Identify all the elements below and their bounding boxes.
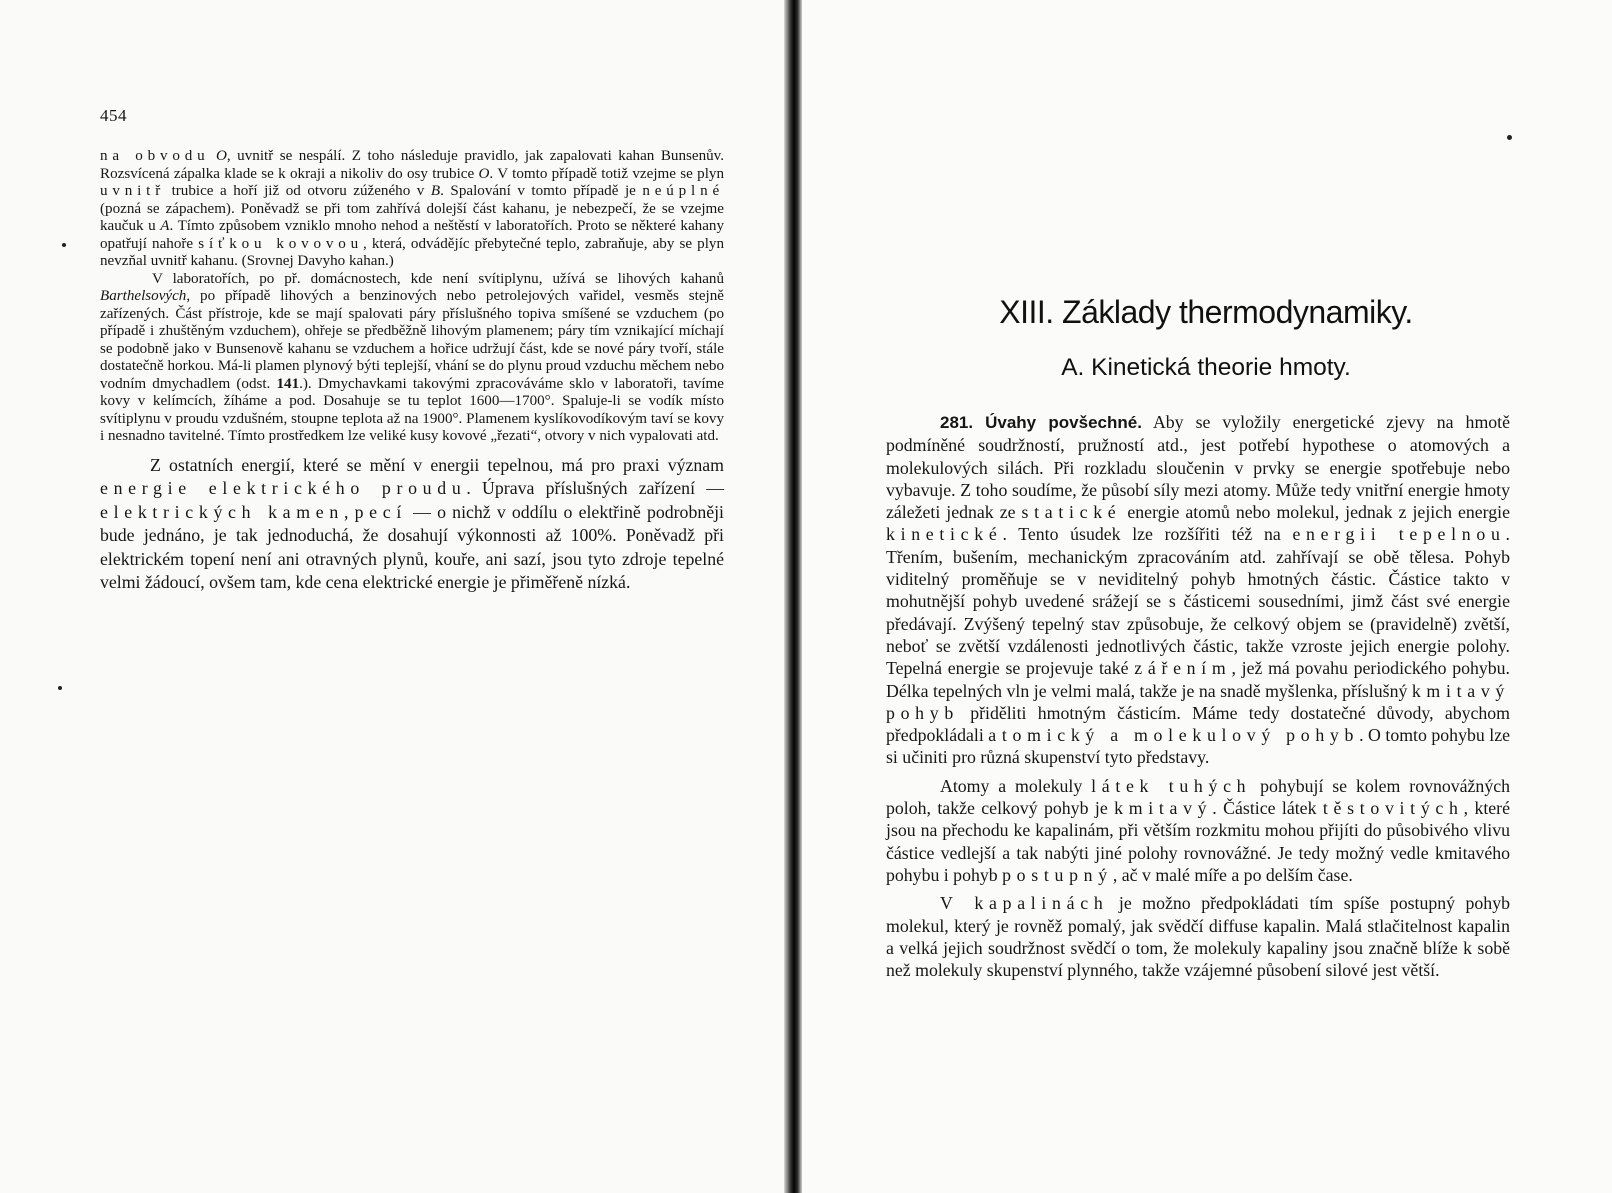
text-run: energii tepelnou [1292,524,1506,545]
text-run: O [216,148,227,164]
text-run: , [343,501,355,522]
text-run: . Částice látek [1212,798,1323,819]
chapter-title: XIII. Základy thermodynamiky. [999,294,1413,330]
book-gutter [784,0,802,1193]
text-run: . Tento úsudek lze rozšířiti též na [1002,524,1293,545]
text-run: . Spalování v tomto případě je [440,183,643,199]
text-run: energie atomů nebo molekul, jednak z jejich energie [1121,502,1510,523]
text-run: . Úprava příslušných zařízení — [466,478,724,499]
text-run: , po případě lihových a benzinových nebo petrolejových vařidel, vesměs stejně zařízených. Část přístroje, kde se mají spalovati páry příslušného topiva smíšené se vzduchem (po případě i zhuštěným vzduchem), ohřeje se předběžně lihovým plamenem; páry tím vznikající míchají se podobně jako v Bunsenově kahanu se vzduchem a hořice udržují část, kde se nové páry tvoří, stále dostatečně horkou. Má-li plamen plynový býti teplejší, vhání se do plynu proud vzduchu měchem nebo vodním dmychadlem (odst. [100,288,724,392]
text-run: kinetické [886,524,1003,545]
text-run: — o nichž v oddílu o elektřině podrobněji bude jednáno, je tak jednoduchá, že dosahují výkonnosti až 100%. Poněvadž při elektrickém topení není ani otravných plynů, kouře, ani sazí, jsou tyto zdroje tepelné velmi žádoucí, ovšem tam, kde cena elektrické energie je přiměřeně nízká. [100,501,725,593]
text-run: statické [1021,502,1122,523]
text-run: . O tomto pohybu lze si učiniti pro různá skupenství tyto představy. [886,725,1510,768]
text-run: .). Dmychavkami takovými zpracováváme sklo v laboratoři, tavíme kovy v kelímcích, žíháme a pod. Dosahuje se tu teplot 1600—1700°. Spaluje-li se vodík místo svítiplynu v proudu vzdušném, stoupne teplota až na 1900°. Plamenem kyslíkovodíkovým taví se kovy i nesnadno tavitelné. Tímto prostředkem lze veliké kusy kovové „řezati“, otvory v nich vypalovati atd. [100,375,724,444]
text-run: pohybují se kolem rovnovážných poloh, takže celkový pohyb je [886,775,1510,819]
text-run: energie elektrického proudu [100,478,467,499]
right-paragraph-1-text [886,412,1510,767]
text-run: Z ostatních energií, které se mění v energii tepelnou, má pro praxi význam [150,454,724,475]
text-run: . V tomto případě totiž vzejme se plyn [489,165,724,182]
text-run: látek tuhých [1091,775,1252,796]
text-run: uvnitř [100,183,166,199]
right-paragraph-1 [886,411,1510,769]
text-run: trubice a hoří již od otvoru zúženého v [165,183,431,199]
right-page-body [886,411,1510,981]
text-run: , ač v malé míře a po delším čase. [1112,864,1353,885]
text-run: na obvodu [100,148,210,164]
text-run: síťkou kovovou [198,235,363,252]
text-run: , jež má povahu periodického pohybu. Délka tepelných vln je velmi malá, takže je na snadě myšlenka, příslušný [886,658,1510,701]
text-run: V laboratořích, po př. domácnostech, kde není svítiplynu, užívá se lihových kahanů [152,270,724,287]
text-run: zářením [1134,658,1232,679]
text-run: , která, odvádějíc přebytečné teplo, zabraňuje, aby se plyn nevzňal uvnitř kahanu. (Srovnej Davyho kahan.) [100,235,725,269]
text-run: V kapalinách [940,893,1109,914]
text-run: A [160,218,170,234]
text-run: . Třením, bušením, mechanickým zpracováním atd. zahřívají se obě tělesa. Pohyb viditelný proměňuje se v neviditelný pohyb hmotných částic. Částice takto v mohutnější pohyb uvedené srážejí se s částicemi sousedními, jimž část své energie předávají. Zvýšený tepelný stav způsobuje, že celkový objem se (pravidelně) zvětší, neboť se zvětší vzdálenosti jednotlivých částic, takže vzroste jejich energie polohy. Tepelná energie se projevuje také [886,524,1510,679]
text-run: atomický a molekulový pohyb [988,725,1360,746]
text-run: , které jsou na přechodu ke kapalinám, při větším rozkmitu mohou přijíti do působivého vlivu částice vedlejší a tak nabýti jiné polohy rovnovážné. Je tedy možný vedle kmitavého pohybu i pohyb [886,798,1510,885]
section-number: 281. [940,413,974,432]
right-paragraph-3 [886,892,1510,981]
text-run: elektrických kamen [100,501,344,522]
text-run: přiděliti hmotným částicím. Máme tedy dostatečné důvody, abychom předpokládali [886,702,1510,746]
text-run: těstovitých [1322,798,1464,819]
text-run: postupný [1002,864,1113,885]
left-paragraph-3 [100,454,724,596]
text-run: je možno předpokládati tím spíše postupný pohyb molekul, který je rovněž pomalý, jak svědčí diffuse kapalin. Malá stlačitelnost kapalin a velká jejich soudržnost svědčí o tom, že molekuly kapaliny jsou značně blíže k sobě než molekuly skupenství plynného, takže vzájemné působení silové jest větší. [886,893,1510,981]
left-paragraph-1 [100,148,724,271]
text-run: pecí [354,501,407,522]
text-run: Aby se vyložily energetické zjevy na hmotě podmíněné soudržností, pružností atd., jest potřebí hypothese o atomových a molekulových silách. Při rozkladu sloučenin v prvky se energie spotřebuje nebo vybavuje. Z toho soudíme, že působí síly mezi atomy. Může tedy vnitřní energie hmoty záležeti jednak ze [886,412,1510,523]
text-run: . Tímto způsobem vzniklo mnoho nehod a neštěstí v laboratořích. Proto se některé kahany opatřují nahoře [100,218,724,252]
text-run: B [430,183,441,199]
text-run: neúplné [642,183,724,199]
text-run: kmitavý [1114,798,1213,819]
left-page-body [100,148,724,595]
text-run: , uvnitř se nespálí. Z toho následuje pravidlo, jak zapalovati kahan Bunsenův. Rozsvícená zápalka klade se k okraji a nikoliv do osy trubice [100,148,725,182]
page-number: 454 [100,106,127,125]
section-title: A. Kinetická theorie hmoty. [1061,354,1351,381]
text-run: (pozná se zápachem). Poněvadž se při tom zahřívá dolejší část kahanu, je nebezpečí, že se vzejme kaučuk u [100,200,724,234]
section-heading: Úvahy povšechné. [985,413,1142,432]
text-run: Barthelsových [100,288,187,304]
text-run: 141 [276,375,300,392]
text-run: kmitavý pohyb [886,680,1510,723]
right-paragraph-2 [886,775,1510,886]
text-run: O [478,165,490,182]
left-paragraph-2 [100,271,724,446]
text-run: Atomy a molekuly [940,775,1092,796]
